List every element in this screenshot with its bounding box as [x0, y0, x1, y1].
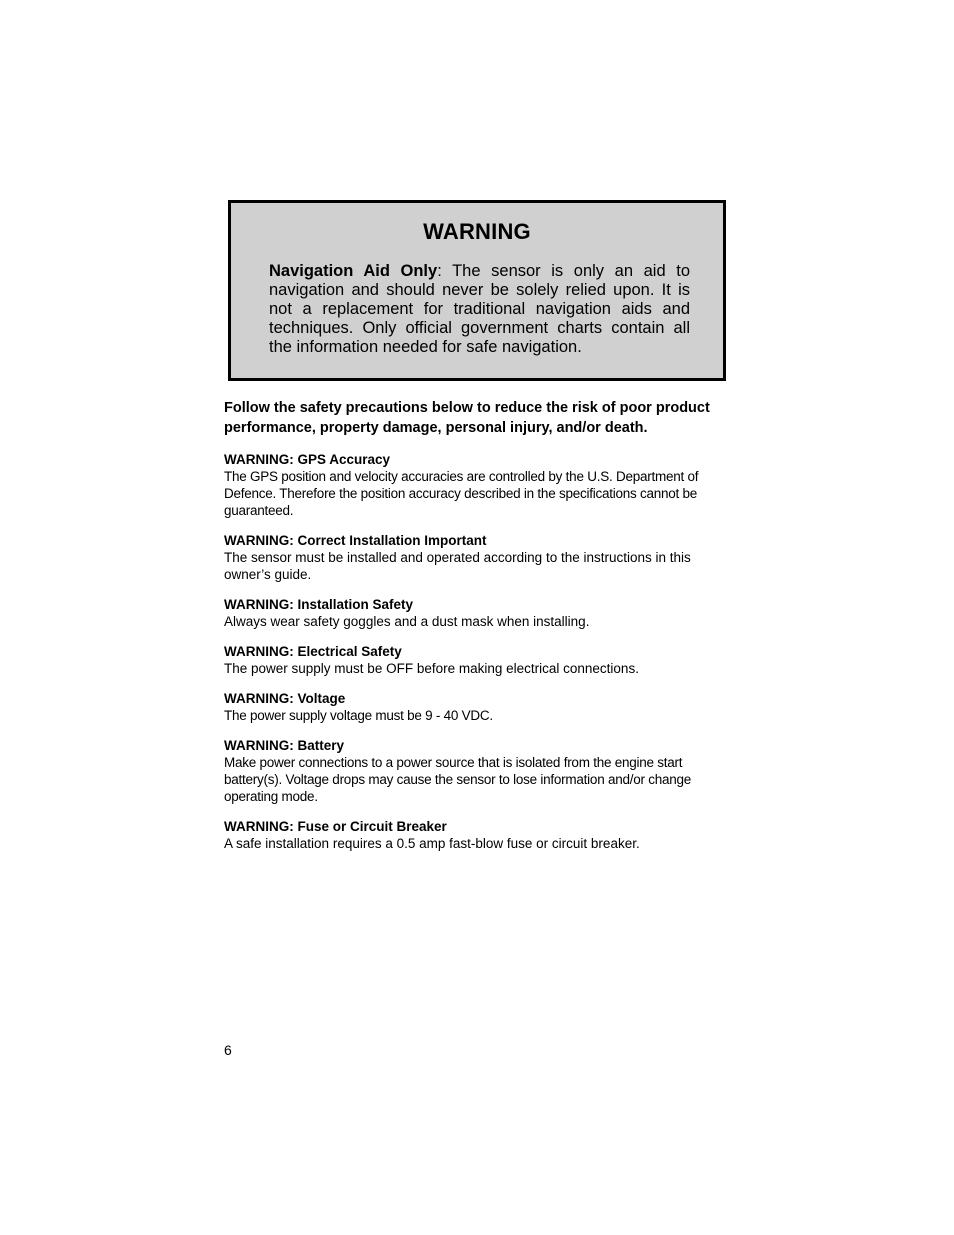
warning-label: WARNING — [224, 452, 290, 467]
warning-body: The sensor must be installed and operated according to the instructions in this owner’s guide. — [224, 550, 691, 582]
safety-precautions — [224, 399, 730, 865]
warning-item-fuse — [224, 818, 730, 852]
warning-title: GPS Accuracy — [297, 452, 391, 467]
warning-item-voltage — [224, 690, 730, 724]
warning-separator: : — [289, 819, 298, 834]
warning-separator: : — [289, 691, 298, 706]
warning-box — [228, 200, 726, 381]
warning-label: WARNING — [224, 691, 290, 706]
warning-separator: : — [289, 597, 298, 612]
warning-title: Correct Installation Important — [297, 533, 487, 548]
warning-separator: : — [289, 452, 298, 467]
warning-separator: : — [289, 644, 298, 659]
warning-body: The GPS position and velocity accuracies are controlled by the U.S. Department of Defence. Therefore the position accuracy described in the specifications cannot be guaranteed. — [224, 469, 699, 518]
warning-item-correct-installation — [224, 532, 730, 583]
warning-item-installation-safety — [224, 596, 730, 630]
warning-body: Make power connections to a power source that is isolated from the engine start battery(s). Voltage drops may cause the sensor to lose information and/or change operating mode. — [224, 755, 692, 804]
warning-item-heading — [224, 532, 730, 549]
warning-body: The power supply must be OFF before making electrical connections. — [224, 661, 639, 676]
warning-box-title: WARNING — [423, 219, 531, 244]
warning-body: A safe installation requires a 0.5 amp fast-blow fuse or circuit breaker. — [224, 836, 640, 851]
intro-text: Follow the safety precautions below to reduce the risk of poor product performance, property damage, personal injury, and/or death. — [224, 400, 710, 436]
warning-box-text — [269, 262, 690, 357]
warning-item-heading — [224, 643, 730, 660]
warning-body: Always wear safety goggles and a dust mask when installing. — [224, 614, 590, 629]
warning-item-electrical-safety — [224, 643, 730, 677]
warning-item-heading — [224, 596, 730, 613]
warning-title: Battery — [297, 738, 345, 753]
warning-item-heading — [224, 451, 730, 468]
warning-box-lead: Navigation Aid Only — [269, 262, 438, 280]
warning-label: WARNING — [224, 533, 290, 548]
warning-label: WARNING — [224, 644, 290, 659]
warning-label: WARNING — [224, 819, 290, 834]
warning-box-separator: : — [437, 262, 442, 280]
warning-title: Voltage — [297, 691, 346, 706]
warning-label: WARNING — [224, 597, 290, 612]
warning-separator: : — [289, 738, 298, 753]
warning-item-heading — [224, 737, 730, 754]
warning-box-body: The sensor is only an aid to navigation and should never be solely relied upon. It is not a replacement for traditional navigation aids and techniques. Only official government charts contain all the information needed for safe navigation. — [269, 262, 690, 356]
warning-item-battery — [224, 737, 730, 805]
warning-label: WARNING — [224, 738, 290, 753]
warning-body: The power supply voltage must be 9 - 40 VDC. — [224, 708, 493, 723]
warning-item-heading — [224, 690, 730, 707]
warning-separator: : — [289, 533, 298, 548]
warning-item-gps-accuracy — [224, 451, 730, 519]
warning-title: Electrical Safety — [297, 644, 402, 659]
warning-title: Installation Safety — [297, 597, 414, 612]
page-number: 6 — [224, 1042, 232, 1058]
warning-item-heading — [224, 818, 730, 835]
warning-title: Fuse or Circuit Breaker — [297, 819, 447, 834]
